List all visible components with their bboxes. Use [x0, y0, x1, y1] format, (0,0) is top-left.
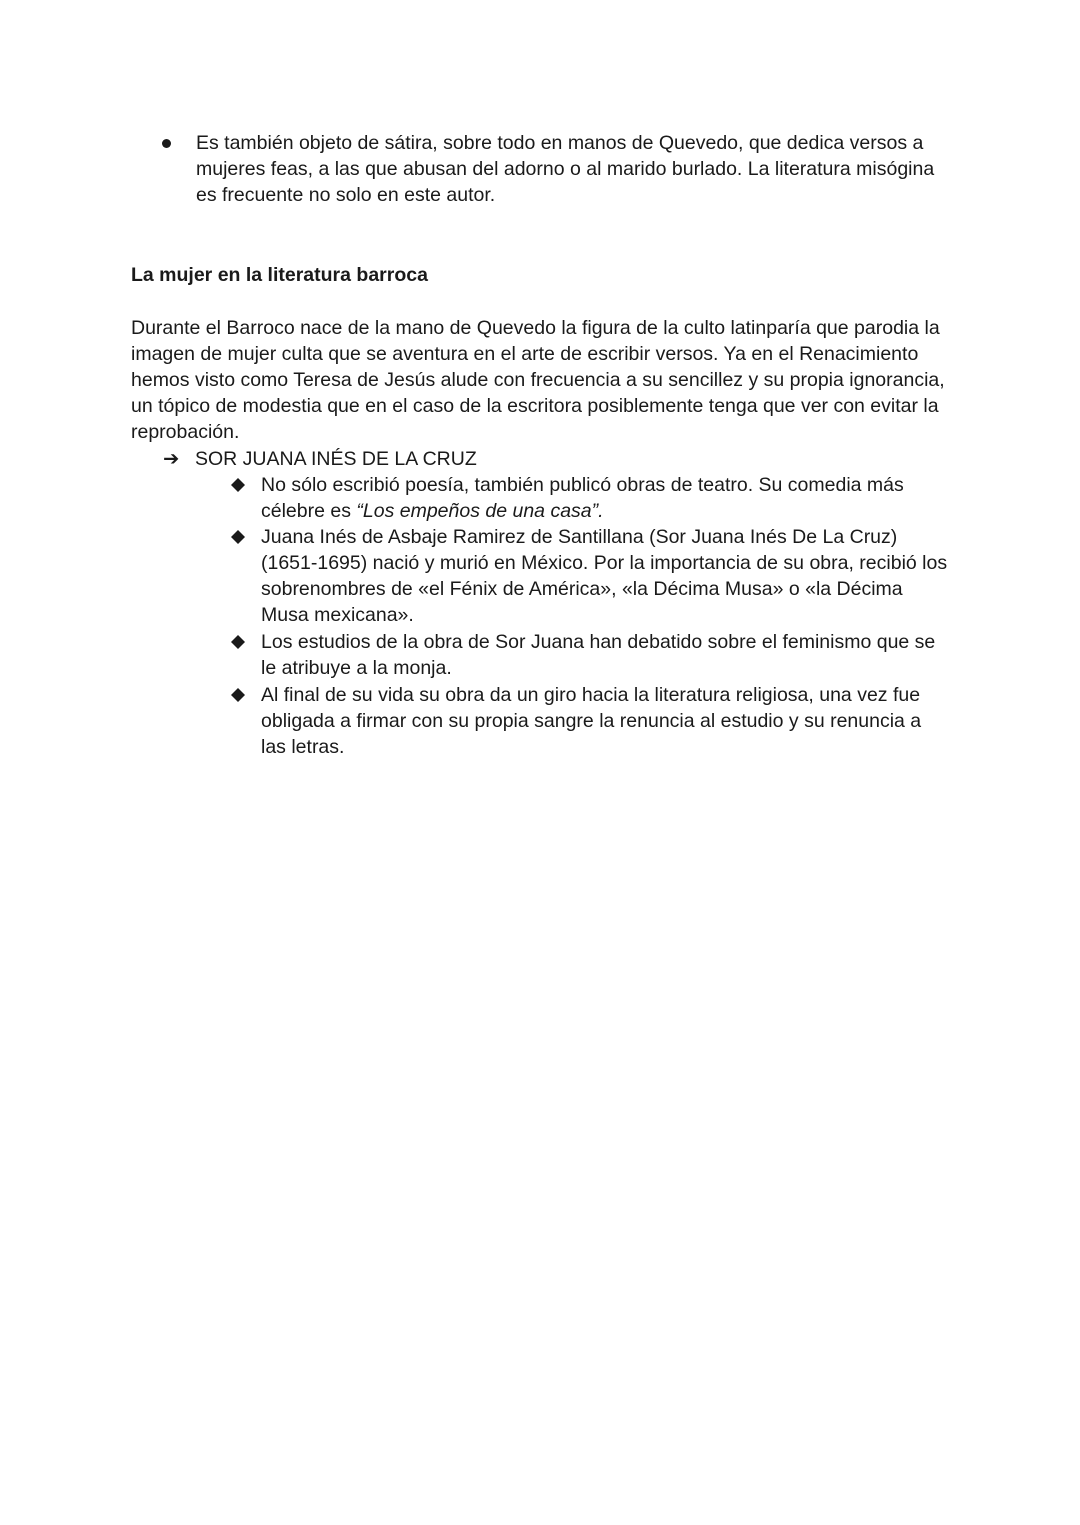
list-item	[261, 629, 951, 681]
section-heading: La mujer en la literatura barroca	[131, 264, 428, 286]
diamond-bullet-icon	[231, 530, 245, 544]
list-item-text: Juana Inés de Asbaje Ramirez de Santillana (Sor Juana Inés De La Cruz) (1651-1695) nació y murió en México. Por la importancia de su obra, recibió los sobrenombres de «el Fénix de América», «la Décima Musa» o «la Décima Musa mexicana».	[261, 526, 948, 626]
intro-bullet-text: Es también objeto de sátira, sobre todo en manos de Quevedo, que dedica versos a mujeres feas, a las que abusan del adorno o al marido burlado. La literatura misógina es frecuente no solo en este autor.	[196, 132, 935, 206]
arrow-list-item	[163, 446, 963, 472]
list-item-italic-title: “Los empeños de una casa”.	[356, 500, 604, 522]
list-item	[261, 682, 951, 760]
arrow-right-icon: ➔	[163, 448, 180, 470]
body-paragraph: Durante el Barroco nace de la mano de Quevedo la figura de la culto latinparía que parodia la imagen de mujer culta que se aventura en el arte de escribir versos. Ya en el Renacimiento hemos visto como Teresa de Jesús alude con frecuencia a su sencillez y su propia ignorancia, un tópico de modestia que en el caso de la escritora posiblemente tenga que ver con evitar la reprobación.	[131, 317, 945, 443]
diamond-bullet-icon	[231, 635, 245, 649]
diamond-bullet-icon	[231, 478, 245, 492]
arrow-item-label: SOR JUANA INÉS DE LA CRUZ	[195, 448, 477, 470]
diamond-bullet-icon	[231, 688, 245, 702]
list-item-text: Los estudios de la obra de Sor Juana han debatido sobre el feminismo que se le atribuye a la monja.	[261, 631, 936, 679]
list-item	[261, 472, 951, 524]
list-item-text: Al final de su vida su obra da un giro hacia la literatura religiosa, una vez fue obligada a firmar con su propia sangre la renuncia al estudio y su renuncia a las letras.	[261, 684, 922, 758]
list-item-text: No sólo escribió poesía, también publicó obras de teatro. Su comedia más célebre es	[261, 474, 904, 522]
bullet-dot-icon	[162, 139, 171, 148]
list-item	[261, 524, 951, 628]
